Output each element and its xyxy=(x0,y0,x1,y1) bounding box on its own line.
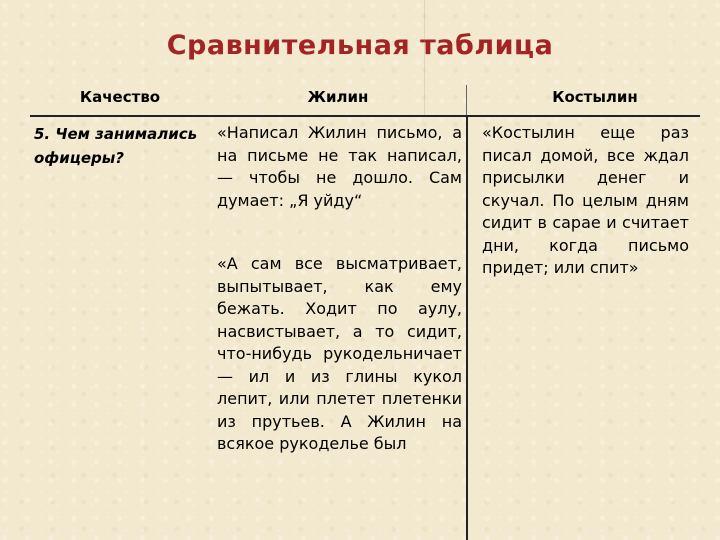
header-row-divider xyxy=(30,115,700,117)
column-header-quality: Качество xyxy=(79,88,161,106)
column-header-kostylin: Костылин xyxy=(552,88,638,106)
column-header-zhilin: Жилин xyxy=(307,88,369,106)
column-divider xyxy=(466,117,468,540)
zhilin-cell-text-2: «А сам все высматривает, выпытывает, как ему бежать. Ходит по аулу, насвистывает, а то сидит, что-нибудь рукодельничает — ил и из глины кукол лепит, или плетет плетенки из прутьев. А Жилин на всякое рукоделье был xyxy=(217,254,462,453)
header-column-divider xyxy=(466,85,467,117)
zhilin-cell-text-1: «Написал Жилин письмо, а на письме не так написал, — чтобы не дошло. Сам думает: „Я уйду“ xyxy=(217,123,462,210)
row-quality-cell: 5. Чем занимались офицеры? xyxy=(34,125,198,167)
page-title: Сравнительная таблица xyxy=(166,30,554,61)
kostylin-cell-text: «Костылин еще раз писал домой, все ждал присылки денег и скучал. По целым дням сидит в сарае и считает дни, когда письмо придет; или спит» xyxy=(482,123,689,277)
